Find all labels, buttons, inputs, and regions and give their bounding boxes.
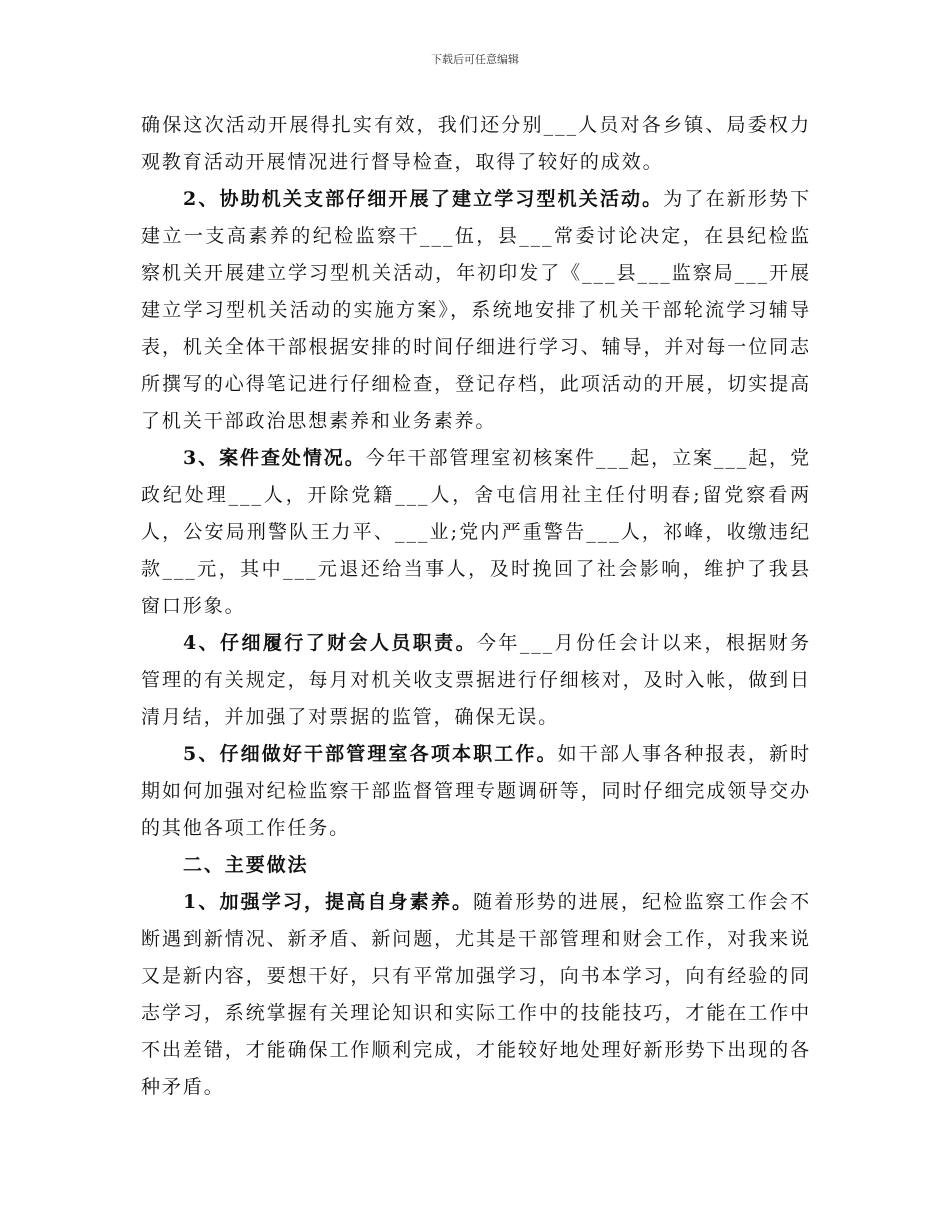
paragraph-case-handling [141, 440, 811, 625]
paragraph-text: 为了在新形势下建立一支高素养的纪检监察干___伍，县___常委讨论决定，在县纪检监察机关开展建立学习型机关活动，年初印发了《___县___监察局___开展建立学习型机关活动的实施方案》，系统地安排了机关干部轮流学习辅导表，机关全体干部根据安排的时间仔细进行学习、辅导，并对每一位同志所撰写的心得笔记进行仔细检查，登记存档，此项活动的开展，切实提高了机关干部政治思想素养和业务素养。 [141, 188, 811, 432]
paragraph-lead: 2、协助机关支部仔细开展了建立学习型机关活动。 [183, 188, 664, 210]
document-body [141, 107, 811, 1106]
page-header: 下载后可任意编辑 [431, 53, 519, 66]
paragraph-text: 今年___月份任会计以来，根据财务管理的有关规定，每月对机关收支票据进行仔细核对，及时入帐，做到日清月结，并加强了对票据的监管，确保无误。 [141, 632, 811, 728]
section-heading-main-methods [141, 847, 811, 884]
paragraph-text: 今年干部管理室初核案件___起，立案___起，党政纪处理___人，开除党籍___人，舍屯信用社主任付明春;留党察看两人，公安局刑警队王力平、___业;党内严重警告___人，祁峰，收缴违纪款___元，其中___元退还给当事人，及时挽回了社会影响，维护了我县窗口形象。 [141, 447, 811, 617]
paragraph-strengthen-learning [141, 884, 811, 1106]
paragraph-lead: 3、案件查处情况。 [183, 447, 366, 469]
paragraph-management-work [141, 736, 811, 847]
paragraph-text: 确保这次活动开展得扎实有效，我们还分别___人员对各乡镇、局委权力观教育活动开展情况进行督导检查，取得了较好的成效。 [141, 114, 811, 173]
paragraph-lead: 1、加强学习，提高自身素养。 [183, 891, 474, 913]
paragraph-learning-organization [141, 181, 811, 440]
paragraph-text: 随着形势的进展，纪检监察工作会不断遇到新情况、新矛盾、新问题，尤其是干部管理和财会工作，对我来说又是新内容，要想干好，只有平常加强学习，向书本学习，向有经验的同志学习，系统掌握有关理论知识和实际工作中的技能技巧，才能在工作中不出差错，才能确保工作顺利完成，才能较好地处理好新形势下出现的各种矛盾。 [141, 891, 811, 1098]
paragraph-text: 如干部人事各种报表，新时期如何加强对纪检监察干部监督管理专题调研等，同时仔细完成领导交办的其他各项工作任务。 [141, 743, 811, 839]
paragraph-activity-supervision [141, 107, 811, 181]
paragraph-accounting-duties [141, 625, 811, 736]
paragraph-lead: 4、仔细履行了财会人员职责。 [183, 632, 478, 654]
section-heading: 二、主要做法 [183, 854, 309, 876]
paragraph-lead: 5、仔细做好干部管理室各项本职工作。 [183, 743, 558, 765]
